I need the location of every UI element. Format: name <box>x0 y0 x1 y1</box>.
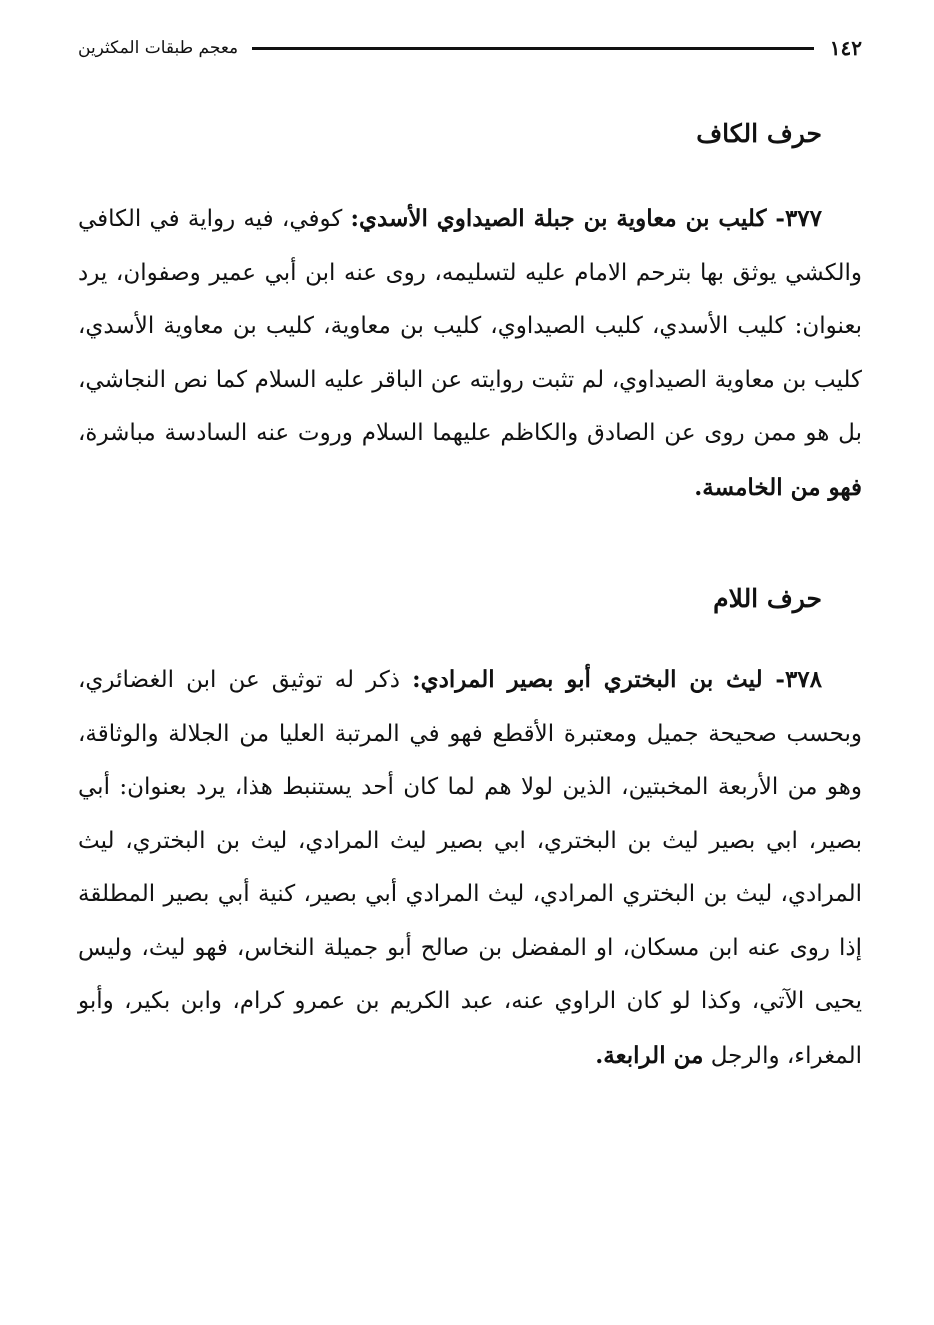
entry-378-text: ذكر له توثيق عن ابن الغضائري، وبحسب صحيحة جميل ومعتبرة الأقطع فهو في المرتبة العليا من الجلالة والوثاقة، وهو من الأربعة المخبتين، الذين لولا هم لما كان أحد يستنبط هذا، يرد بعنوان: أبي بصير، ابي بصير ليث بن البختري، ابي بصير ليث المرادي، ليث بن البختري، ليث المرادي، ليث بن البختري المرادي، ليث المرادي أبي بصير، كنية أبي بصير المطلقة إذا روى عنه ابن مسكان، او المفضل بن صالح أبو جميلة النخاس، فهو ليث، وليس يحيى الآتي، وكذا لو كان الراوي عنه، عبد الكريم بن عمرو كرام، وابن بكير، وأبو المغراء، والرجل <box>78 667 862 1069</box>
entry-377-text: كوفي، فيه رواية في الكافي والكشي يوثق بها بترحم الامام عليه لتسليمه، روى عنه ابن أبي عمير وصفوان، يرد بعنوان: كليب الأسدي، كليب الصيداوي، كليب بن معاوية، كليب بن معاوية الأسدي، كليب بن معاوية الصيداوي، لم تثبت روايته عن الباقر عليه السلام كما نص النجاشي، بل هو ممن روى عن الصادق والكاظم عليهما السلام وروت عنه السادسة مباشرة، <box>78 206 862 446</box>
entry-378 <box>78 653 862 1083</box>
page-number: ١٤٢ <box>829 36 862 60</box>
entry-377-conclusion: فهو من الخامسة. <box>694 473 862 501</box>
page-body <box>78 108 862 1083</box>
spacer <box>78 160 862 192</box>
running-header <box>78 30 862 66</box>
entry-378-label: ٣٧٨- ليث بن البختري أبو بصير المرادي: <box>412 666 822 693</box>
section-heading-kaf: حرف الكاف <box>696 119 822 148</box>
spacer <box>78 625 862 653</box>
running-title: معجم طبقات المكثرين <box>78 38 239 58</box>
entry-378-conclusion: من الرابعة. <box>595 1041 704 1069</box>
header-rule <box>252 47 814 50</box>
entry-377-label: ٣٧٧- كليب بن معاوية بن جبلة الصيداوي الأسدي: <box>350 205 822 232</box>
section-heading-lam: حرف اللام <box>713 584 822 613</box>
entry-377 <box>78 192 862 515</box>
spacer <box>78 515 862 573</box>
